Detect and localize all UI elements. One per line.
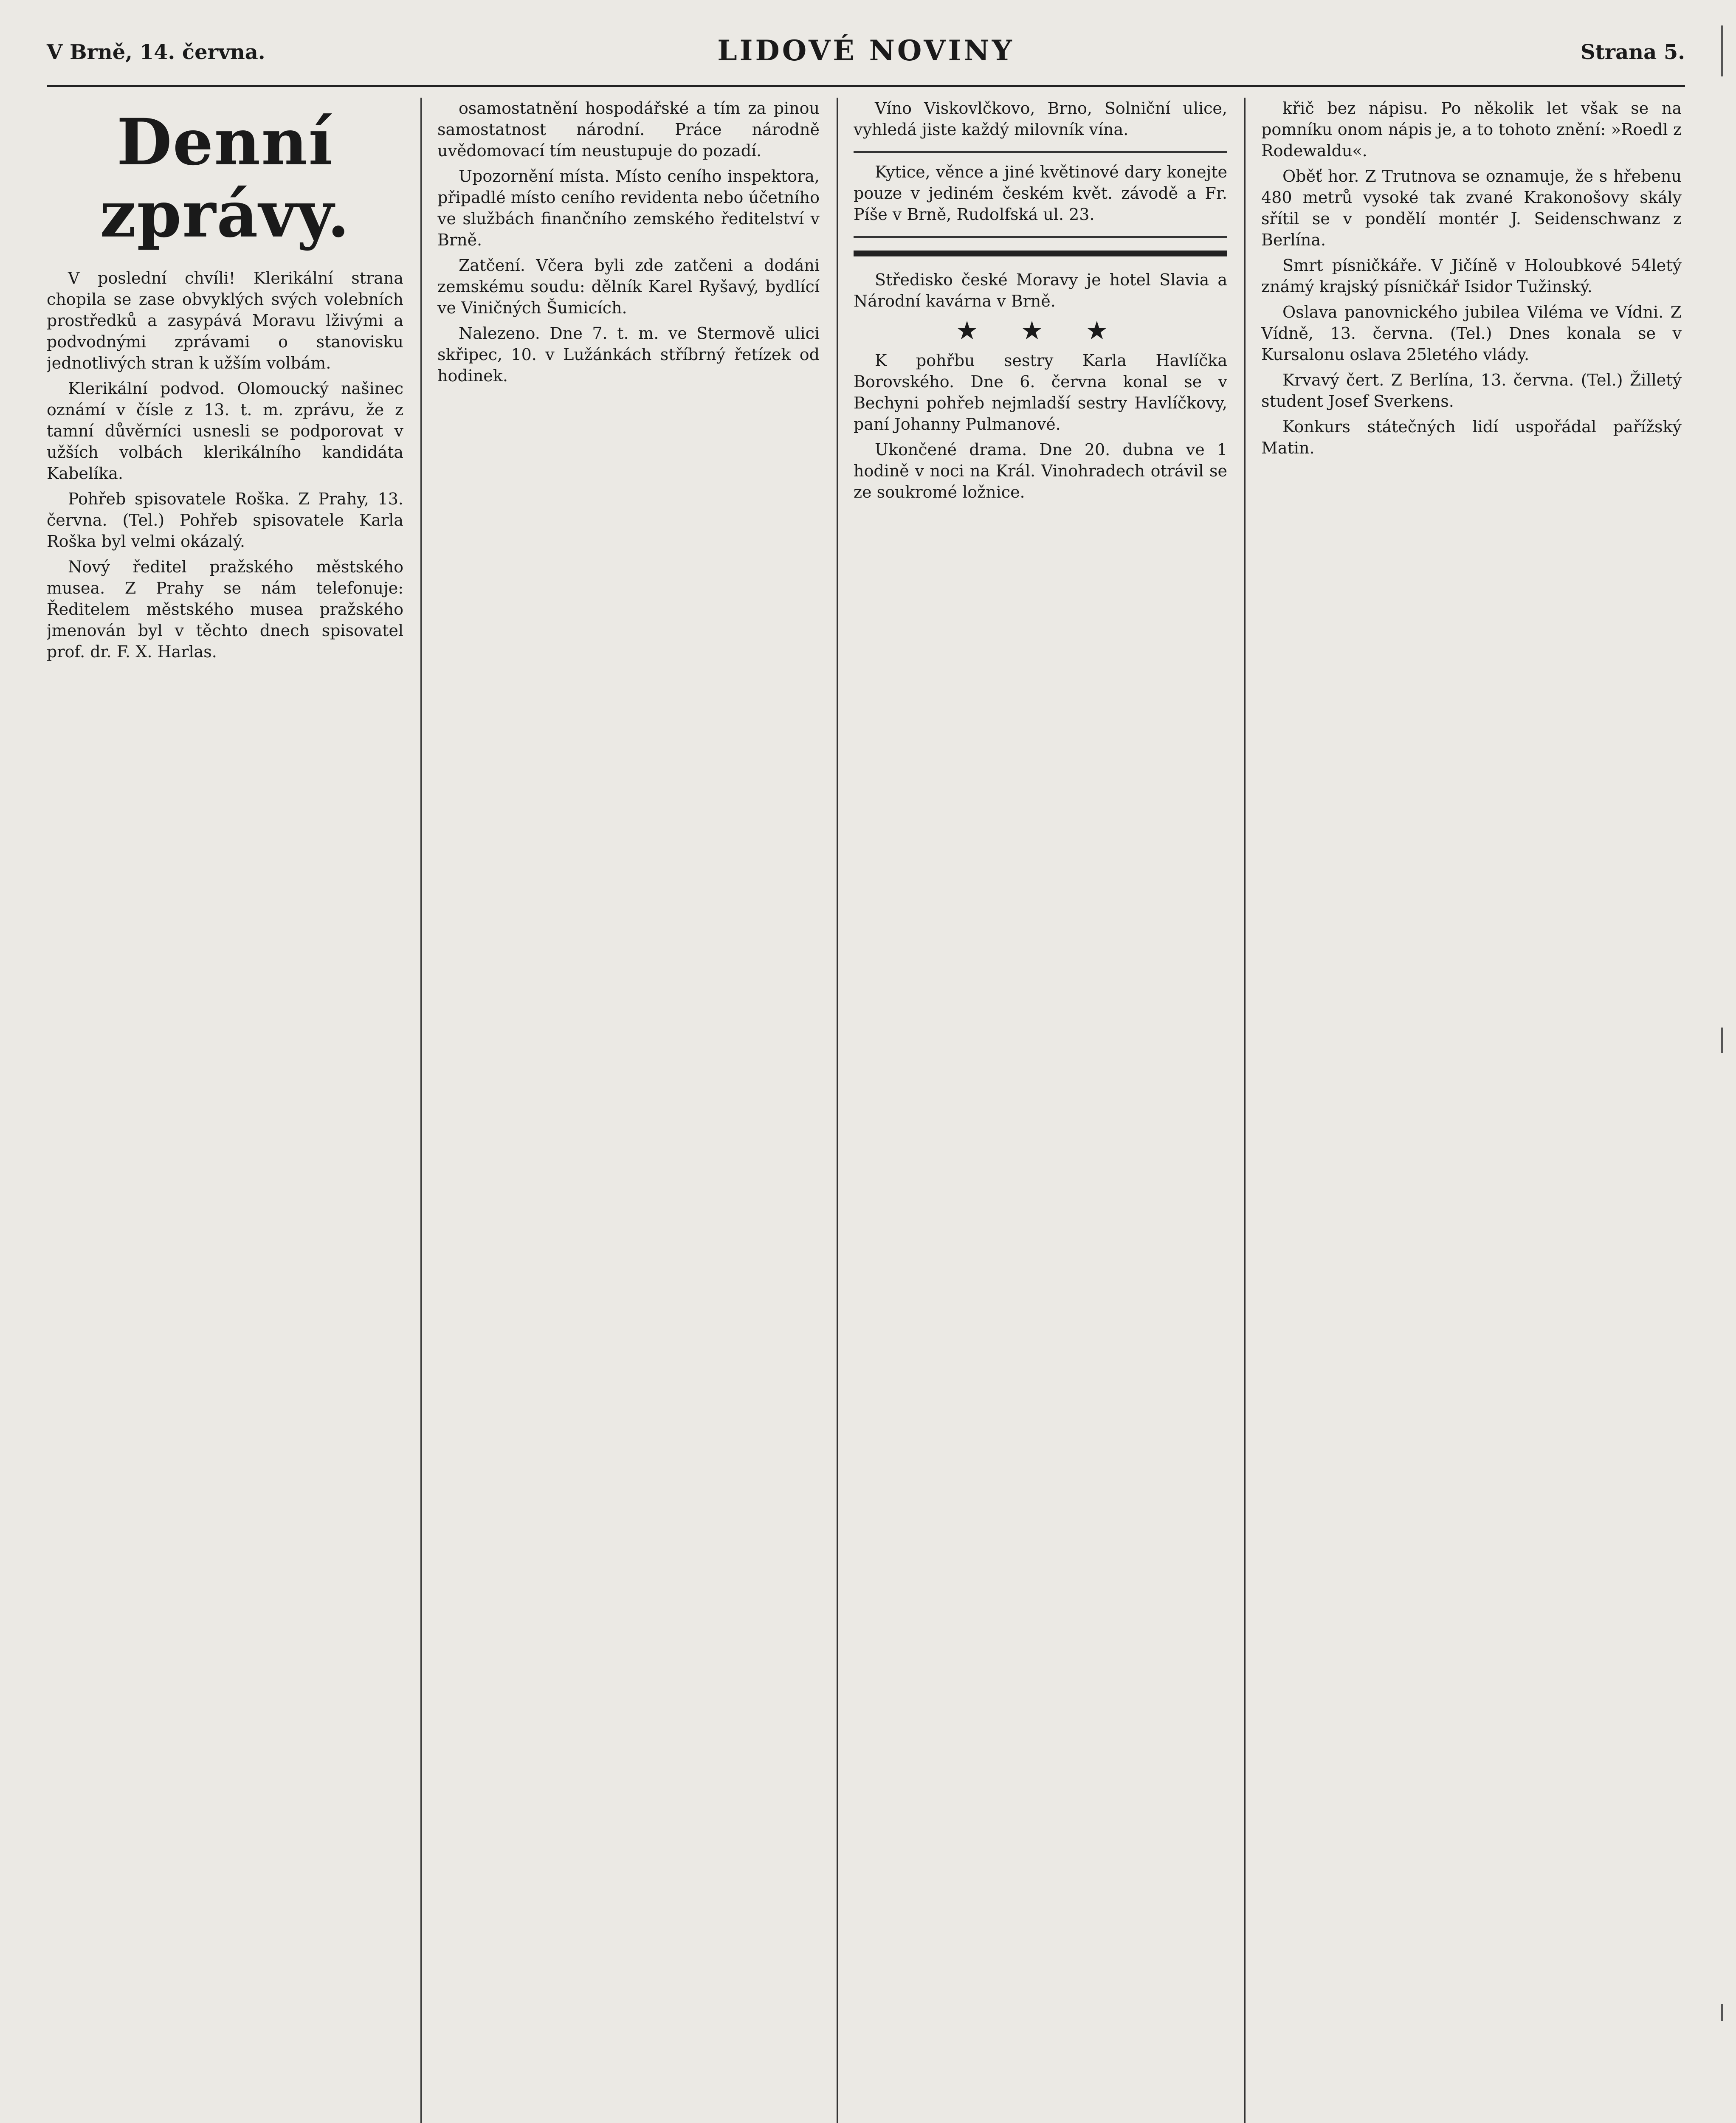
article-paragraph: K pohřbu sestry Karla Havlíčka Borovského. Dne 6. června konal se v Bechyni pohřeb nejmladší sestry Havlíčkovy, paní Johanny Pulmanové. — [854, 351, 1227, 434]
article-paragraph: Oběť hor. Z Trutnova se oznamuje, že s hřebenu 480 metrů vysoké tak zvané Krakonošovy skály sřítil se v pondělí montér J. Seidenschwanz z Berlína. — [1261, 167, 1682, 249]
article-paragraph: křič bez nápisu. Po několik let však se na pomníku onom nápis je, a to tohoto znění: »Roedl z Rodewaldu«. — [1261, 99, 1682, 160]
header-rule — [47, 85, 1685, 87]
article-paragraph: Klerikální podvod. Olomoucký našinec oznámí v čísle z 13. t. m. zprávu, že z tamní důvěrníci usnesli se podporovat v užších volbách klerikálního kandidáta Kabelíka. — [47, 379, 403, 483]
column-divider — [837, 98, 838, 2123]
article-paragraph: Smrt písničkáře. V Jičíně v Holoubkové 54letý známý krajský písničkář Isidor Tužinský. — [1261, 256, 1682, 296]
page-number: Strana 5. — [1580, 40, 1685, 64]
column-divider — [420, 98, 422, 2123]
separator-stars: ★ ★ ★ — [955, 316, 1125, 346]
article-paragraph: Krvavý čert. Z Berlína, 13. června. (Tel.) Žilletý student Josef Sverkens. — [1261, 371, 1682, 411]
scan-margin-marks — [1698, 8, 1723, 2123]
column-4 — [1261, 98, 1682, 2123]
article-paragraph: Zatčení. Včera byli zde zatčeni a dodáni zemskému soudu: dělník Karel Ryšavý, bydlící ve Viničných Šumicích. — [437, 256, 820, 317]
column-2 — [437, 98, 820, 2123]
article-paragraph: Konkurs státečných lidí uspořádal pařížský Matin. — [1261, 417, 1682, 457]
article-paragraph: V poslední chvíli! Klerikální strana chopila se zase obvyklých svých volebních prostředků a zasypává Moravu lživými a podvodnými zprávami o stanovisku jednotlivých stran k užším volbám. — [47, 269, 403, 372]
article-paragraph: Nalezeno. Dne 7. t. m. ve Stermově ulici skřipec, 10. v Lužánkách stříbrný řetízek od hodinek. — [437, 324, 820, 385]
column-3 — [854, 98, 1227, 2123]
column-divider — [1244, 98, 1246, 2123]
article-paragraph: Nový ředitel pražského městského musea. Z Prahy se nám telefonuje: Ředitelem městského musea pražského jmenován byl v těchto dnech spisovatel prof. dr. F. X. Harlas. — [47, 557, 403, 661]
ad-text: Víno Viskovlčkovo, Brno, Solniční ulice, vyhledá jiste každý milovník vína. — [854, 99, 1227, 139]
page-header — [47, 17, 1685, 85]
section-masthead: Denní zprávy. — [100, 105, 350, 252]
newspaper-name: LIDOVÉ NOVINY — [717, 34, 1015, 67]
ad-text: Kytice, věnce a jiné květinové dary konejte pouze v jediném českém květ. závodě a Fr. Píše v Brně, Rudolfská ul. 23. — [854, 163, 1227, 224]
article-paragraph: osamostatnění hospodářské a tím za pinou samostatnost národní. Práce národně uvědomovací tím neustupuje do pozadí. — [437, 99, 820, 160]
dateline: V Brně, 14. června. — [47, 40, 265, 64]
section-rule — [854, 251, 1227, 256]
article-paragraph: Pohřeb spisovatele Roška. Z Prahy, 13. června. (Tel.) Pohřeb spisovatele Karla Roška byl velmi okázalý. — [47, 490, 403, 551]
column-1 — [47, 98, 403, 2123]
advertisement — [854, 98, 1227, 153]
article-paragraph: Oslava panovnického jubilea Viléma ve Vídni. Z Vídně, 13. června. (Tel.) Dnes konala se v Kursalonu oslava 25letého vlády. — [1261, 303, 1682, 364]
article-paragraph: Ukončené drama. Dne 20. dubna ve 1 hodině v noci na Král. Vinohradech otrávil se ze soukromé ložnice. — [854, 440, 1227, 501]
advertisement — [854, 161, 1227, 238]
ad-text: Středisko české Moravy je hotel Slavia a Národní kavárna v Brně. — [854, 270, 1227, 310]
article-paragraph: Upozornění místa. Místo ceního inspektora, připadlé místo ceního revidenta nebo účetního ve službách finančního zemského ředitelství v Brně. — [437, 167, 820, 249]
